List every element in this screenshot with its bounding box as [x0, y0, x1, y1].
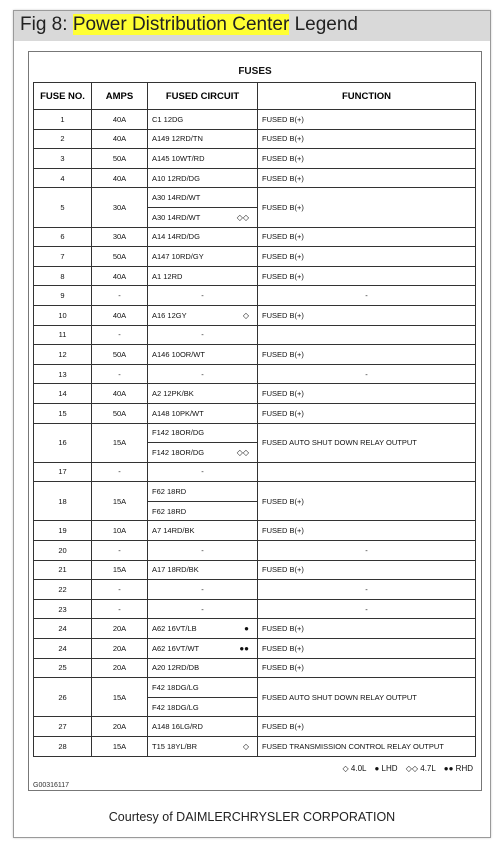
- circuit-text: F42 18DG/LG: [152, 702, 199, 712]
- circuit-text: A146 10OR/WT: [152, 349, 205, 359]
- fuse-number: 22: [34, 580, 92, 600]
- fuse-number: 21: [34, 560, 92, 580]
- fuse-number: 27: [34, 717, 92, 737]
- fuse-amps: 15A: [92, 678, 148, 717]
- fuse-amps: 40A: [92, 305, 148, 325]
- fuse-amps: -: [92, 599, 148, 619]
- col-fuse-no: FUSE NO.: [34, 83, 92, 110]
- fuse-amps: 10A: [92, 521, 148, 541]
- table-row: [34, 639, 476, 659]
- fuse-function: FUSED B(+): [258, 129, 476, 149]
- fuse-function: FUSED B(+): [258, 149, 476, 169]
- fuse-function: FUSED B(+): [258, 639, 476, 659]
- fuse-amps: 15A: [92, 737, 148, 757]
- fused-circuit: [148, 129, 258, 149]
- legend-item: ◇◇ 4.7L: [405, 764, 436, 773]
- fused-circuit: [148, 266, 258, 286]
- fuse-number: 7: [34, 247, 92, 267]
- fused-circuit: [148, 462, 258, 482]
- fuse-number: 28: [34, 737, 92, 757]
- fuse-number: 23: [34, 599, 92, 619]
- title-highlight: Power Distribution Center: [72, 14, 290, 35]
- fuse-amps: 40A: [92, 384, 148, 404]
- fuse-amps: 50A: [92, 247, 148, 267]
- circuit-text: -: [201, 291, 204, 301]
- table-row: [34, 541, 476, 561]
- col-fused-circuit: FUSED CIRCUIT: [148, 83, 258, 110]
- circuit-marker-icon: ●: [244, 624, 249, 634]
- circuit-marker-icon: ◇: [242, 310, 249, 320]
- fuse-amps: 20A: [92, 619, 148, 639]
- table-row: [34, 521, 476, 541]
- table-row: [34, 129, 476, 149]
- fused-circuit: [148, 619, 258, 639]
- table-row: [34, 149, 476, 169]
- circuit-text: F142 18OR/DG: [152, 447, 205, 457]
- fused-circuit: [148, 168, 258, 188]
- fuse-function: FUSED B(+): [258, 658, 476, 678]
- fuse-function: FUSED TRANSMISSION CONTROL RELAY OUTPUT: [258, 737, 476, 757]
- fuse-function: FUSED AUTO SHUT DOWN RELAY OUTPUT: [258, 678, 476, 717]
- circuit-text: F42 18DG/LG: [152, 683, 199, 693]
- circuit-text: -: [201, 545, 204, 555]
- table-row: [34, 345, 476, 365]
- circuit-text: A10 12RD/DG: [152, 173, 200, 183]
- circuit-text: F142 18OR/DG: [152, 428, 205, 438]
- table-row: [34, 286, 476, 306]
- table-row: [34, 560, 476, 580]
- title-bar: [14, 11, 490, 41]
- table-row: [34, 482, 476, 502]
- fuse-function: FUSED B(+): [258, 384, 476, 404]
- fuse-table: [33, 82, 476, 757]
- fuse-function: [258, 325, 476, 345]
- col-amps: AMPS: [92, 83, 148, 110]
- fused-circuit: [148, 286, 258, 306]
- legend-item: ◇ 4.0L: [342, 764, 367, 773]
- fuse-amps: -: [92, 462, 148, 482]
- fused-circuit: [148, 247, 258, 267]
- figure-title: [20, 14, 358, 36]
- fuse-number: 18: [34, 482, 92, 521]
- figure-code: G00316117: [33, 782, 70, 789]
- fuse-function: [258, 462, 476, 482]
- table-row: [34, 227, 476, 247]
- fused-circuit: [148, 541, 258, 561]
- fuse-amps: 20A: [92, 658, 148, 678]
- fuse-amps: 40A: [92, 168, 148, 188]
- fuse-function: FUSED B(+): [258, 188, 476, 227]
- fuse-number: 12: [34, 345, 92, 365]
- fuse-number: 8: [34, 266, 92, 286]
- table-row: [34, 305, 476, 325]
- fused-circuit: [148, 423, 258, 443]
- table-row: [34, 580, 476, 600]
- fuse-function: -: [258, 580, 476, 600]
- fuse-number: 24: [34, 639, 92, 659]
- fuse-amps: 15A: [92, 560, 148, 580]
- title-suffix: Legend: [289, 14, 358, 35]
- fused-circuit: [148, 697, 258, 717]
- fuse-function: FUSED B(+): [258, 619, 476, 639]
- table-row: [34, 658, 476, 678]
- circuit-text: A17 18RD/BK: [152, 565, 199, 575]
- col-function: FUNCTION: [258, 83, 476, 110]
- fuse-amps: 15A: [92, 482, 148, 521]
- fuse-amps: 40A: [92, 110, 148, 130]
- fuse-function: FUSED B(+): [258, 521, 476, 541]
- fuse-number: 25: [34, 658, 92, 678]
- fuse-function: -: [258, 599, 476, 619]
- fuse-function: -: [258, 541, 476, 561]
- fuse-function: -: [258, 286, 476, 306]
- fused-circuit: [148, 639, 258, 659]
- fuse-function: FUSED B(+): [258, 266, 476, 286]
- fuse-function: FUSED B(+): [258, 305, 476, 325]
- fused-circuit: [148, 737, 258, 757]
- table-row: [34, 325, 476, 345]
- table-row: [34, 110, 476, 130]
- fuse-number: 11: [34, 325, 92, 345]
- fused-circuit: [148, 403, 258, 423]
- fused-circuit: [148, 501, 258, 521]
- fuse-function: FUSED B(+): [258, 227, 476, 247]
- circuit-marker-icon: ◇◇: [236, 447, 249, 457]
- fuse-number: 4: [34, 168, 92, 188]
- fuse-amps: -: [92, 325, 148, 345]
- fuse-number: 19: [34, 521, 92, 541]
- table-row: [34, 266, 476, 286]
- fuse-number: 15: [34, 403, 92, 423]
- circuit-text: T15 18YL/BR: [152, 741, 198, 751]
- fused-circuit: [148, 149, 258, 169]
- circuit-text: -: [201, 467, 204, 477]
- fused-circuit: [148, 678, 258, 698]
- circuit-text: A30 14RD/WT: [152, 212, 201, 222]
- fuse-number: 13: [34, 364, 92, 384]
- circuit-text: F62 18RD: [152, 487, 187, 497]
- circuit-text: A148 16LG/RD: [152, 722, 203, 732]
- circuit-marker-icon: ◇: [242, 741, 249, 751]
- fuse-function: FUSED B(+): [258, 110, 476, 130]
- table-row: [34, 737, 476, 757]
- table-row: [34, 599, 476, 619]
- fuse-number: 2: [34, 129, 92, 149]
- fuse-amps: 40A: [92, 129, 148, 149]
- legend-item: ● LHD: [374, 764, 398, 773]
- fused-circuit: [148, 717, 258, 737]
- fuse-amps: 50A: [92, 403, 148, 423]
- fused-circuit: [148, 658, 258, 678]
- fused-circuit: [148, 305, 258, 325]
- fused-circuit: [148, 599, 258, 619]
- fused-circuit: [148, 521, 258, 541]
- fuse-number: 3: [34, 149, 92, 169]
- table-row: [34, 717, 476, 737]
- fuse-amps: 20A: [92, 639, 148, 659]
- table-row: [34, 384, 476, 404]
- fuse-number: 17: [34, 462, 92, 482]
- title-prefix: Fig 8:: [20, 14, 73, 35]
- fuse-amps: 50A: [92, 149, 148, 169]
- fused-circuit: [148, 227, 258, 247]
- table-row: [34, 168, 476, 188]
- circuit-text: A30 14RD/WT: [152, 193, 201, 203]
- courtesy-line: Courtesy of DAIMLERCHRYSLER CORPORATION: [108, 810, 396, 824]
- circuit-text: A1 12RD: [152, 271, 183, 281]
- table-row: [34, 462, 476, 482]
- fuse-amps: -: [92, 286, 148, 306]
- fused-circuit: [148, 345, 258, 365]
- fused-circuit: [148, 325, 258, 345]
- fuse-amps: -: [92, 364, 148, 384]
- fuse-function: -: [258, 364, 476, 384]
- fuse-function: FUSED B(+): [258, 345, 476, 365]
- legend: [337, 764, 473, 773]
- circuit-text: C1 12DG: [152, 114, 184, 124]
- circuit-text: A62 16VT/WT: [152, 643, 200, 653]
- fuse-amps: 20A: [92, 717, 148, 737]
- fused-circuit: [148, 482, 258, 502]
- fuse-number: 20: [34, 541, 92, 561]
- table-row: [34, 678, 476, 698]
- fuse-amps: -: [92, 541, 148, 561]
- circuit-text: -: [201, 585, 204, 595]
- fuse-table-body: [34, 110, 476, 757]
- fuse-number: 9: [34, 286, 92, 306]
- table-row: [34, 403, 476, 423]
- fuse-sheet: [28, 51, 482, 791]
- fuse-function: FUSED AUTO SHUT DOWN RELAY OUTPUT: [258, 423, 476, 462]
- figure-frame: [13, 10, 491, 838]
- fuse-function: FUSED B(+): [258, 168, 476, 188]
- fuse-number: 5: [34, 188, 92, 227]
- fuse-amps: 50A: [92, 345, 148, 365]
- fuse-function: FUSED B(+): [258, 482, 476, 521]
- table-row: [34, 423, 476, 443]
- circuit-text: A2 12PK/BK: [152, 389, 194, 399]
- circuit-text: -: [201, 369, 204, 379]
- fused-circuit: [148, 580, 258, 600]
- fuse-number: 14: [34, 384, 92, 404]
- fuse-function: FUSED B(+): [258, 717, 476, 737]
- fuse-amps: 15A: [92, 423, 148, 462]
- fuse-number: 26: [34, 678, 92, 717]
- table-row: [34, 619, 476, 639]
- table-row: [34, 364, 476, 384]
- circuit-text: A145 10WT/RD: [152, 153, 205, 163]
- fuse-amps: 30A: [92, 188, 148, 227]
- table-row: [34, 247, 476, 267]
- fused-circuit: [148, 188, 258, 208]
- fuse-function: FUSED B(+): [258, 247, 476, 267]
- fuse-function: FUSED B(+): [258, 560, 476, 580]
- fused-circuit: [148, 560, 258, 580]
- fused-circuit: [148, 364, 258, 384]
- circuit-marker-icon: ◇◇: [236, 212, 249, 222]
- circuit-text: A16 12GY: [152, 310, 187, 320]
- fused-circuit: [148, 207, 258, 227]
- fuse-function: FUSED B(+): [258, 403, 476, 423]
- fused-circuit: [148, 443, 258, 463]
- fuse-number: 24: [34, 619, 92, 639]
- legend-item: ●● RHD: [443, 764, 473, 773]
- circuit-text: A62 16VT/LB: [152, 624, 197, 634]
- fuse-amps: 40A: [92, 266, 148, 286]
- header-row: [34, 83, 476, 110]
- circuit-text: A7 14RD/BK: [152, 526, 195, 536]
- circuit-text: A149 12RD/TN: [152, 134, 203, 144]
- fuse-number: 1: [34, 110, 92, 130]
- fuse-amps: 30A: [92, 227, 148, 247]
- fuse-number: 6: [34, 227, 92, 247]
- circuit-text: A147 10RD/GY: [152, 251, 204, 261]
- circuit-text: -: [201, 604, 204, 614]
- fuse-number: 10: [34, 305, 92, 325]
- circuit-text: A14 14RD/DG: [152, 232, 200, 242]
- fuse-number: 16: [34, 423, 92, 462]
- fused-circuit: [148, 110, 258, 130]
- circuit-text: -: [201, 330, 204, 340]
- fuse-amps: -: [92, 580, 148, 600]
- fuses-heading: FUSES: [238, 66, 272, 77]
- circuit-text: F62 18RD: [152, 506, 187, 516]
- fused-circuit: [148, 384, 258, 404]
- circuit-text: A148 10PK/WT: [152, 408, 204, 418]
- circuit-marker-icon: ●●: [239, 643, 249, 653]
- table-row: [34, 188, 476, 208]
- circuit-text: A20 12RD/DB: [152, 663, 200, 673]
